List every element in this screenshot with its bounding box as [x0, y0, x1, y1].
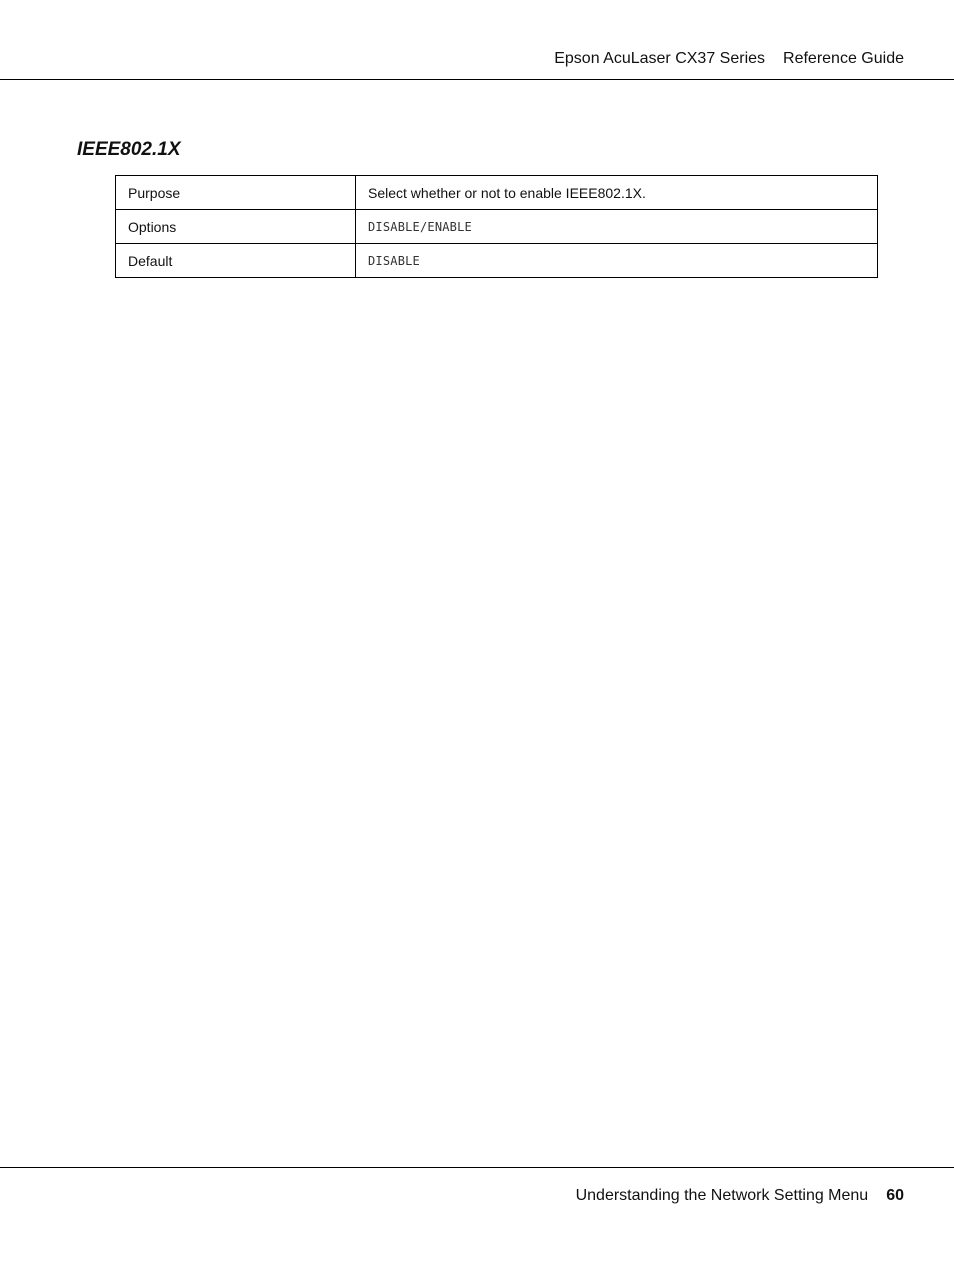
table-row [116, 244, 878, 278]
page-number: 60 [886, 1187, 904, 1204]
row-label-default: Default [116, 244, 356, 278]
page-header [0, 0, 954, 80]
row-value-options: DISABLE/ENABLE [356, 210, 878, 244]
row-label-purpose: Purpose [116, 176, 356, 210]
page-footer-rule [0, 1167, 954, 1168]
header-guide: Reference Guide [783, 50, 904, 67]
table-row [116, 176, 878, 210]
row-value-purpose: Select whether or not to enable IEEE802.1X. [356, 176, 878, 210]
table-row [116, 210, 878, 244]
header-text [554, 50, 904, 68]
footer-chapter: Understanding the Network Setting Menu [575, 1187, 869, 1204]
section-title: IEEE802.1X [77, 139, 181, 160]
page-footer [576, 1187, 904, 1205]
header-product: Epson AcuLaser CX37 Series [554, 50, 766, 67]
row-label-options: Options [116, 210, 356, 244]
row-value-default: DISABLE [356, 244, 878, 278]
settings-table [115, 175, 878, 278]
